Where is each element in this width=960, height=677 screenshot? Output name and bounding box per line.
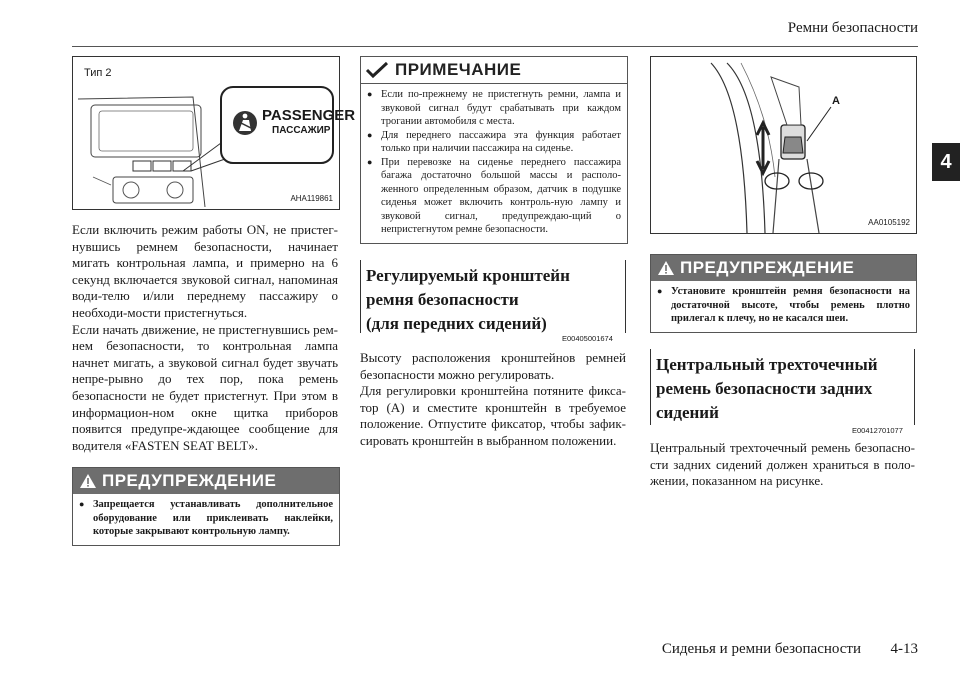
- list-item: ● Установите кронштейн ремня безопасности на достаточной высоте, чтобы ремень плотно прилегал к плечу, но не касался шеи.: [657, 285, 910, 326]
- warning-triangle-icon: [657, 260, 675, 276]
- note-header: [361, 57, 627, 84]
- note-list: [361, 84, 627, 243]
- warning-list: [73, 494, 339, 545]
- heading-rule: [914, 349, 915, 425]
- section-title-line: ремня безопасности: [366, 290, 519, 309]
- section-code: E00412701077: [852, 426, 903, 435]
- list-item: ● Если по-прежнему не пристегнуть ремни, лампа и звуковой сигнал будут срабатывать при каждом трогании автомобиля с места.: [367, 88, 621, 129]
- section-title-line: Центральный трехточечный: [656, 355, 878, 374]
- section-title-line: сидений: [656, 403, 719, 422]
- passenger-indicator-sublabel: ПАССАЖИР: [272, 125, 331, 136]
- pencil-check-icon: [365, 61, 389, 79]
- paragraph-center-belt: Центральный трехточечный ремень безопасно-сти задних сидений должен храниться в поло-жении, показанном на рисунке.: [650, 440, 915, 489]
- dashboard-figure: [72, 56, 356, 210]
- heading-rule: [360, 260, 361, 333]
- footer-section: Сиденья и ремни безопасности: [661, 641, 861, 657]
- warning-header: [651, 255, 916, 281]
- list-item: ● Для переднего пассажира эта функция работает только при наличии пассажира на сиденье.: [367, 129, 621, 156]
- warning-title: ПРЕДУПРЕЖДЕНИЕ: [680, 258, 855, 277]
- header-divider: [72, 46, 918, 47]
- warning-header: [73, 468, 339, 494]
- page-number: 4-13: [890, 641, 918, 657]
- section-heading-center-belt: [650, 349, 915, 425]
- section-title-line: ремень безопасности задних: [656, 379, 873, 398]
- section-title-line: (для передних сидений): [366, 314, 547, 333]
- list-item: ● При перевозке на сиденье переднего пассажира багажа достаточно большой массы и располо-женного определенным образом, датчик в подушке сиденья может включить контроль-ную лампу и звуковой сигнал, предупреждаю-щий о непристегнутом ремне безопасности.: [367, 156, 621, 237]
- heading-rule: [625, 260, 626, 333]
- note-title: ПРИМЕЧАНИЕ: [395, 60, 522, 79]
- figure-type-label: Тип 2: [84, 67, 112, 79]
- figure-code: AA0105192: [868, 218, 910, 227]
- paragraph-anchor-adjust: [360, 350, 626, 450]
- warning-box-lamp: [72, 467, 340, 546]
- paragraph-line: Для регулировки кронштейна потяните фикса-тор (A) и сместите кронштейн в требуемое положение. Отпустите фиксатор, чтобы зафик-сировать кронштейн в выбранном положении.: [360, 383, 626, 448]
- section-code: E00405001674: [562, 334, 613, 343]
- heading-rule: [650, 349, 651, 425]
- section-title: [656, 353, 878, 425]
- belt-anchor-illustration: [651, 57, 916, 233]
- running-header: Ремни безопасности: [787, 20, 918, 36]
- figure-code: AHA119861: [290, 194, 333, 203]
- section-title-line: Регулируемый кронштейн: [366, 266, 570, 285]
- section-heading-adjustable-anchor: [360, 260, 626, 333]
- warning-box-anchor: [650, 254, 917, 333]
- callout-a-label: A: [832, 95, 840, 107]
- paragraph-seatbelt-reminder: [72, 222, 338, 454]
- paragraph-line: Если включить режим работы ON, не пристег-нувшись ремнем безопасности, начинает мигать контрольная лампа, и примерно на 6 секунд включается звуковой сигнал, напоминая води-телю и/или переднему пассажиру о необходи-мости пристегнуться.: [72, 222, 338, 320]
- paragraph-line: Если начать движение, не пристегнувшись рем-нем безопасности, то контрольная лампа начнет мигать, а звуковой сигнал будет звучать непре-рывно до тех пор, пока ремень безопасности не будет пристегнут. При этом в информацион-ном окне щитка приборов появится предупре-ждающее сообщение для водителя «FASTEN SEAT BELT».: [72, 321, 338, 453]
- warning-list: [651, 281, 916, 332]
- list-item: ● Запрещается устанавливать дополнительное оборудование или приклеивать наклейки, которые закрывают контрольную лампу.: [79, 498, 333, 539]
- section-title: [366, 264, 570, 336]
- note-box: [360, 56, 628, 244]
- passenger-indicator-label: PASSENGER: [262, 107, 356, 124]
- warning-triangle-icon: [79, 473, 97, 489]
- paragraph-line: Высоту расположения кронштейнов ремней безопасности можно регулировать.: [360, 350, 626, 382]
- chapter-tab: 4: [932, 143, 960, 181]
- running-footer: [662, 641, 918, 658]
- belt-anchor-figure: [650, 56, 917, 234]
- warning-title: ПРЕДУПРЕЖДЕНИЕ: [102, 471, 277, 490]
